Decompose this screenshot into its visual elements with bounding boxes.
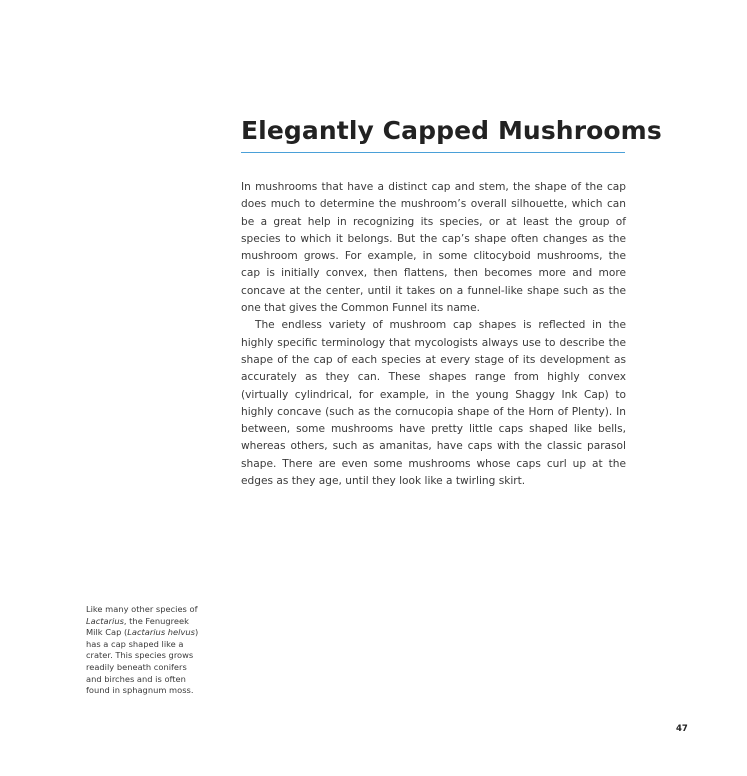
section-heading: Elegantly Capped Mushrooms bbox=[241, 116, 662, 145]
caption-text-part-2: , the Fenugreek Milk Cap ( bbox=[86, 615, 189, 638]
body-paragraph-1: In mushrooms that have a distinct cap and stem, the shape of the cap does much to determine the mushroom’s overall silhouette, which can be a great help in recognizing its species, or at least the group of species to which it belongs. But the cap’s shape often changes as the mushroom grows. For example, in some clitocyboid mushrooms, the cap is initially convex, then flattens, then becomes more and more concave at the center, until it takes on a funnel-like shape such as the one that gives the Common Funnel its name. bbox=[241, 181, 626, 315]
caption-species: Lactarius helvus bbox=[127, 627, 195, 638]
body-paragraph-2: The endless variety of mushroom cap shapes is reflected in the highly specific terminology that mycologists always use to describe the shape of the cap of each species at every stage of its development as accurately as they can. These shapes range from highly convex (virtually cylindrical, for example, in the young Shaggy Ink Cap) to highly concave (such as the cornucopia shape of the Horn of Plenty). In between, some mushrooms have pretty little caps shaped like bells, whereas others, such as amanitas, have caps with the classic parasol shape. There are even some mushrooms whose caps curl up at the edges as they age, until they look like a twirling skirt. bbox=[241, 319, 626, 488]
caption-genus: Lactarius bbox=[86, 615, 124, 626]
photo-caption bbox=[86, 604, 201, 697]
caption-text-part-3: ) has a cap shaped like a crater. This species grows readily beneath conifers and birches and is often found in sphagnum moss. bbox=[86, 627, 199, 696]
heading-divider bbox=[241, 152, 625, 153]
page-number: 47 bbox=[676, 724, 688, 734]
article-body bbox=[241, 179, 626, 490]
caption-text-part-1: Like many other species of bbox=[86, 604, 198, 614]
